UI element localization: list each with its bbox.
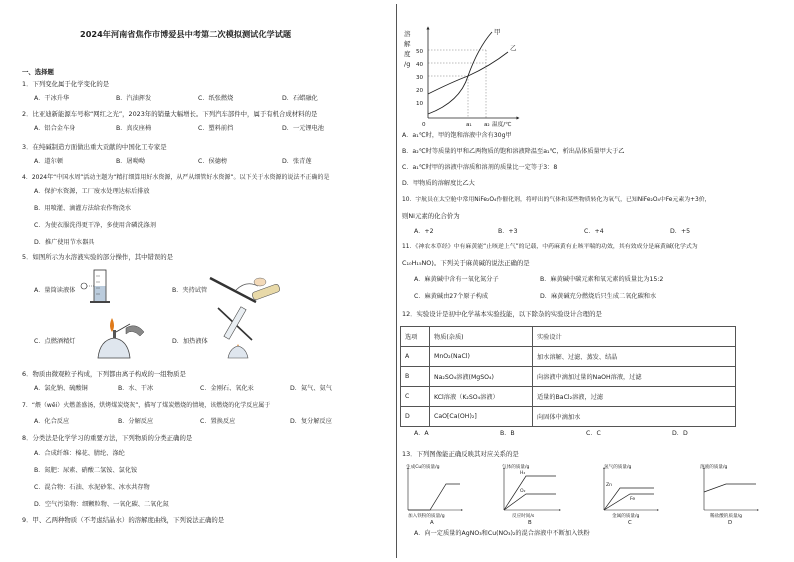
graph-b-xlabel: 反应时间/s <box>512 514 535 519</box>
graph-d-xlabel: 稀盐酸的质量/g <box>710 514 743 519</box>
q4-option-b: B．用喷灌、滴灌方法给农作物浇水 <box>34 205 132 212</box>
q3-option-b: B．屠呦呦 <box>116 158 145 165</box>
table-row <box>401 367 736 387</box>
graduated-cylinder-figure <box>70 264 130 304</box>
q11-option-c: C．麻黄碱由27个原子构成 <box>414 293 489 300</box>
y-tick-50: 50 <box>416 49 424 55</box>
q8-option-c: C．混合物：石油、水泥砂浆、冰水共存物 <box>34 484 150 491</box>
page-title: 2024年河南省焦作市博爱县中考第二次模拟测试化学试题 <box>80 29 292 39</box>
q3-option-c: C．侯德榜 <box>198 158 228 165</box>
table-row <box>401 407 736 427</box>
q6-option-b: B．水、干冰 <box>118 385 154 392</box>
q12-option-c: C．C <box>586 430 601 437</box>
x-axis-label: 温度/℃ <box>492 122 512 128</box>
question-10-line-2: 则Ni元素的化合价为 <box>402 212 460 220</box>
y-tick-20: 20 <box>416 88 424 94</box>
q12-option-a: A．A <box>414 430 429 437</box>
q5-option-b: B．夹持试管 <box>172 287 208 294</box>
column-divider <box>396 4 397 558</box>
q12-option-b: B．B <box>500 430 515 437</box>
alcohol-lamp-figure <box>86 310 150 360</box>
q1-option-b: B．汽油挥发 <box>116 95 152 102</box>
origin-label: 0 <box>422 122 426 128</box>
q8-option-d: D．空气污染物：细颗粒物、一氧化碳、二氧化氮 <box>34 501 169 508</box>
q7-option-d: D．复分解反应 <box>290 418 332 425</box>
graph-b-title: 气体的质量/g <box>502 465 530 470</box>
table-header-row <box>401 327 736 347</box>
q10-option-c: C．+4 <box>584 228 604 235</box>
graph-a-xlabel: 加入铁粉的质量/g <box>408 514 445 519</box>
q9-option-d: D．甲物质的溶解度比乙大 <box>402 180 475 187</box>
q6-option-a: A．氯化钠、硫酸铜 <box>34 385 88 392</box>
graph-d-label: D <box>728 520 733 524</box>
q5-option-d: D．加热液体 <box>172 338 208 345</box>
graph-c-label: C <box>628 520 632 524</box>
q5-option-a: A．量筒读液体 <box>34 287 76 294</box>
q11-option-d: D．麻黄碱充分燃烧后只生成二氧化碳和水 <box>540 293 657 300</box>
graph-b <box>502 463 560 524</box>
curve-jia <box>428 32 492 114</box>
q8-option-b: B．氮肥：尿素、硝酸二氢铵、氯化铵 <box>34 467 138 474</box>
graph-b-label: B <box>528 520 532 524</box>
q13-graphs <box>400 462 790 524</box>
cell-design: 适量的BaCl₂溶液，过滤 <box>533 387 736 407</box>
q9-option-c: C．a₁℃时甲的溶液中溶质和溶剂的质量比一定等于3：8 <box>402 164 558 171</box>
q9-option-a: A．a₁℃时，甲的饱和溶液中含有30g甲 <box>402 132 512 139</box>
q6-option-d: D．氦气、氨气 <box>290 385 332 392</box>
curve-label-yi: 乙 <box>510 44 517 52</box>
x-tick-a1: a₁ <box>466 122 472 128</box>
q11-option-b: B．麻黄碱中碳元素和氧元素的质量比为15:2 <box>540 276 664 283</box>
graph-c-title: 氢气的质量/g <box>604 465 632 470</box>
question-2: 2．比亚迪新能源车号称“网红之光”，2023年的销量大幅增长。下列汽车部件中，属于有机合成材料的是 <box>22 110 318 118</box>
graph-c-xlabel: 金属的质量/g <box>612 514 640 519</box>
graph-d <box>700 463 758 524</box>
q3-option-a: A．道尔顿 <box>34 158 63 165</box>
cell-design: 加水溶解、过滤、蒸发、结晶 <box>533 347 736 367</box>
q1-option-a: A．干冰升华 <box>34 95 70 102</box>
cell-design: 向固体中滴加水 <box>533 407 736 427</box>
heating-liquid-figure <box>208 300 268 360</box>
q7-option-c: C．置换反应 <box>200 418 236 425</box>
question-6: 6．物质由微观粒子构成，下列都由离子构成的一组物质是 <box>22 370 186 378</box>
header-design: 实验设计 <box>533 327 736 347</box>
q10-option-b: B．+3 <box>498 228 518 235</box>
header-substance: 物质(杂质) <box>430 327 533 347</box>
y-axis-char-3: 度 <box>404 50 411 58</box>
y-axis-char-1: 溶 <box>404 30 411 38</box>
graph-b-series-o2: O₂ <box>520 489 526 494</box>
cell-design: 向溶液中滴加过量的NaOH溶液，过滤 <box>533 367 736 387</box>
question-5: 5．如图所示为水溶液实验的部分操作，其中错误的是 <box>22 253 174 261</box>
cell-option: D <box>401 407 430 427</box>
q2-option-a: A．铝合金车身 <box>34 125 76 132</box>
graph-d-title: 溶液的质量/g <box>700 465 728 470</box>
q11-option-a: A．麻黄碱中含有一氧化氮分子 <box>414 276 499 283</box>
q3-option-d: D．张青莲 <box>282 158 312 165</box>
q10-option-d: D．+5 <box>670 228 691 235</box>
graph-c-series-zn: Zn <box>606 483 613 488</box>
y-tick-40: 40 <box>416 62 424 68</box>
graph-b-series-h2: H₂ <box>520 471 526 476</box>
question-7: 7．“煨（wēi）火燃盖盛汤，烘烤煤炭烧灰”，描写了煤炭燃烧的情境，该燃烧的化学反应属于 <box>22 402 271 409</box>
graph-a-label: A <box>430 520 434 524</box>
q7-option-b: B．分解反应 <box>118 418 154 425</box>
table-row <box>401 347 736 367</box>
q8-option-a: A．合成纤维：棉花、腈纶、涤纶 <box>34 450 125 457</box>
cell-option: B <box>401 367 430 387</box>
graph-a-title: 生成Cu的质量/g <box>406 465 440 470</box>
q7-option-a: A．化合反应 <box>34 418 70 425</box>
y-tick-10: 10 <box>416 101 424 107</box>
q9-option-b: B．a₂℃时等质量的甲和乙两物质的饱和溶液降温至a₁℃，析出晶体质量甲大于乙 <box>402 148 625 155</box>
y-tick-30: 30 <box>416 75 424 81</box>
q2-option-b: B．真皮座椅 <box>116 125 152 132</box>
curve-yi <box>428 52 508 94</box>
section-heading: 一、选择题 <box>22 68 54 76</box>
question-13: 13．下列图像能正确反映其对应关系的是 <box>402 450 519 458</box>
q2-option-d: D．一元锂电池 <box>282 125 324 132</box>
question-11-line-2: C₁₀H₁₅NO)。下列关于麻黄碱的说法正确的是 <box>402 259 530 267</box>
q4-option-c: C．为使衣服洗得更干净，多使用含磷洗涤剂 <box>34 222 156 229</box>
q6-option-c: C．金刚石、氧化汞 <box>200 385 254 392</box>
y-axis-char-2: 解 <box>404 40 411 48</box>
q2-option-c: C．塑料前挡 <box>198 125 234 132</box>
q4-option-d: D．推广使用节水器具 <box>34 239 95 246</box>
q12-option-d: D．D <box>672 430 688 437</box>
cell-substance: KCl溶液（K₂SO₄溶液） <box>430 387 533 407</box>
question-4: 4．2024年“中国水周”活动主题为“精打细算用好水资源，从严从细管好水资源”。以下关于水资源的说法不正确的是 <box>22 174 330 181</box>
question-11-line-1: 11．《神农本草经》中有麻黄能“止咳逆上气”的记载，中药麻黄有止咳平喘的功效，其有效成分是麻黄碱(化学式为 <box>402 244 698 250</box>
cell-substance: MnO₂(NaCl) <box>430 347 533 367</box>
q13-option-a: A．向一定质量的AgNO₃和Cu(NO₃)₂的混合溶液中不断加入铁粉 <box>414 530 590 537</box>
table-row <box>401 387 736 407</box>
curve-label-jia: 甲 <box>494 28 501 36</box>
question-10-line-1: 10．宇航员在太空舱中常用NiFe₂O₄作催化剂，将呼出的气体和某些物质转化为氧气，已知NiFe₂O₄中Fe元素为+3价， <box>402 197 711 203</box>
solubility-curve-graph <box>400 22 550 132</box>
question-9: 9．甲、乙两种物质（不考虑结晶水）的溶解度曲线，下列说法正确的是 <box>22 516 225 524</box>
cell-option: A <box>401 347 430 367</box>
q4-option-a: A．保护水资源，工厂废水处理达标后排放 <box>34 188 150 195</box>
question-12: 12．实验设计是初中化学基本实验技能，以下除杂的实验设计合理的是 <box>402 310 602 318</box>
x-tick-a2: a₂ <box>484 122 490 128</box>
q1-option-d: D．石蜡融化 <box>282 95 318 102</box>
experiment-table <box>400 326 736 427</box>
question-3: 3．在纯碱制造方面做出重大贡献的中国化工专家是 <box>22 143 167 151</box>
q5-option-c: C．点燃酒精灯 <box>34 338 76 345</box>
question-1: 1．下列变化属于化学变化的是 <box>22 80 110 88</box>
y-axis-char-4: /g <box>404 60 411 68</box>
cell-option: C <box>401 387 430 407</box>
q1-option-c: C．纸张燃烧 <box>198 95 234 102</box>
q10-option-a: A．+2 <box>414 228 434 235</box>
graph-c <box>604 463 658 524</box>
cell-substance: Na₂SO₄溶液(MgSO₄) <box>430 367 533 387</box>
left-column <box>0 0 392 562</box>
header-option: 选项 <box>401 327 430 347</box>
cell-substance: CaO[Ca(OH)₂] <box>430 407 533 427</box>
question-8: 8．分类法是化学学习的重要方法，下列物质的分类正确的是 <box>22 434 193 442</box>
graph-c-series-fe: Fe <box>630 497 636 502</box>
graph-a <box>406 463 462 524</box>
